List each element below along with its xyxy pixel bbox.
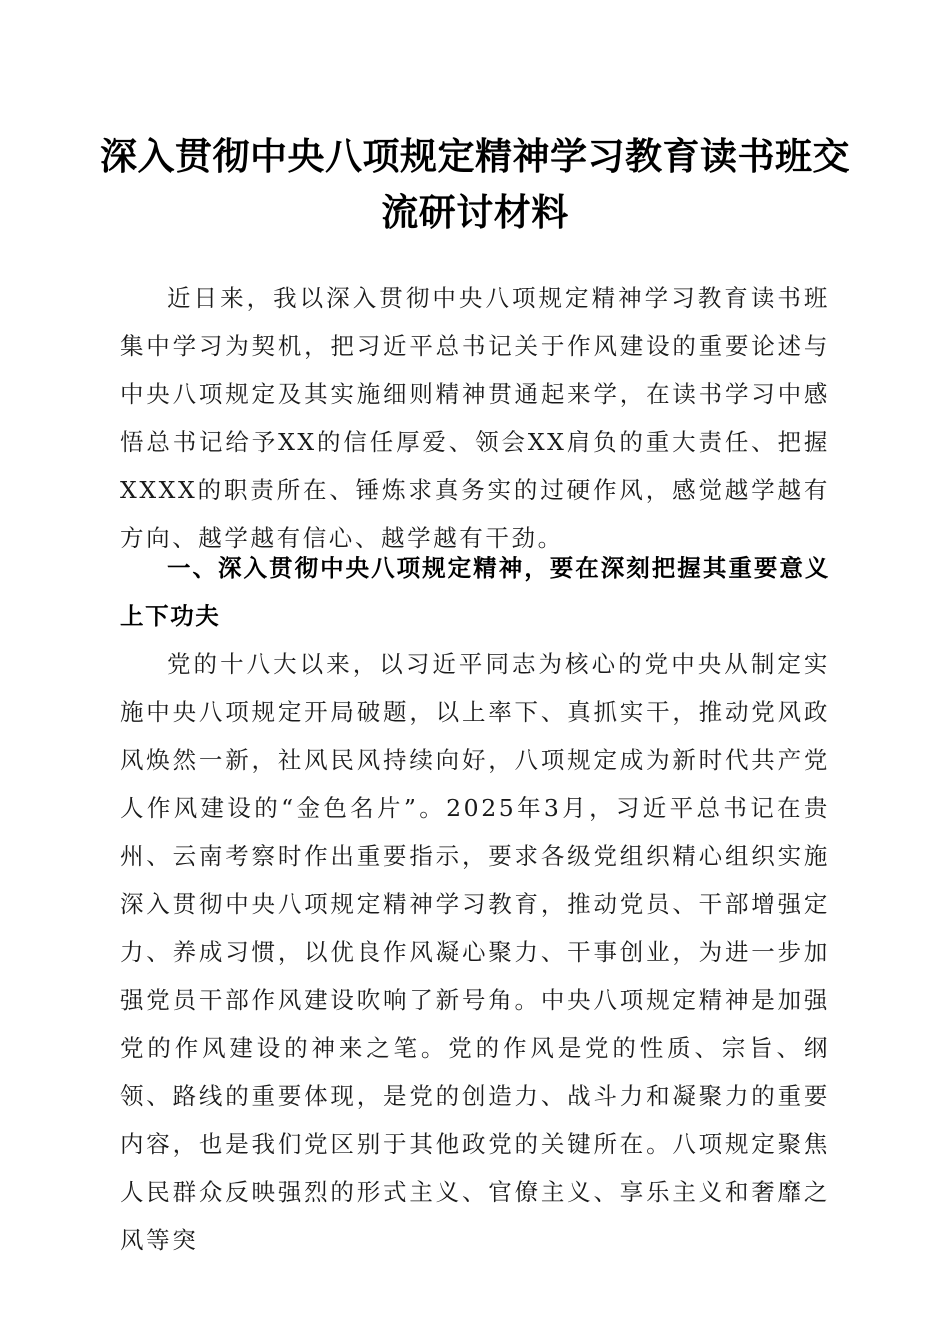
section-1-paragraph: 党的十八大以来，以习近平同志为核心的党中央从制定实施中央八项规定开局破题，以上率下、真抓实干，推动党风政风焕然一新，社风民风持续向好，八项规定成为新时代共产党人作风建设的“金色名片”。2025年3月，习近平总书记在贵州、云南考察时作出重要指示，要求各级党组织精心组织实施深入贯彻中央八项规定精神学习教育，推动党员、干部增强定力、养成习惯，以优良作风凝心聚力、干事创业，为进一步加强党员干部作风建设吹响了新号角。中央八项规定精神是加强党的作风建设的神来之笔。党的作风是党的性质、宗旨、纲领、路线的重要体现，是党的创造力、战斗力和凝聚力的重要内容，也是我们党区别于其他政党的关键所在。八项规定聚焦人民群众反映强烈的形式主义、官僚主义、享乐主义和奢靡之风等突 [120, 650, 830, 1254]
document-title: 深入贯彻中央八项规定精神学习教育读书班交流研讨材料 [100, 134, 850, 234]
section-heading-1: 一、深入贯彻中央八项规定精神，要在深刻把握其重要意义上下功夫 [120, 554, 830, 630]
intro-paragraph: 近日来，我以深入贯彻中央八项规定精神学习教育读书班集中学习为契机，把习近平总书记关于作风建设的重要论述与中央八项规定及其实施细则精神贯通起来学，在读书学习中感悟总书记给予XX的信任厚爱、领会XX肩负的重大责任、把握XXXX的职责所在、锤炼求真务实的过硬作风，感觉越学越有方向、越学越有信心、越学越有干劲。 [120, 284, 830, 552]
